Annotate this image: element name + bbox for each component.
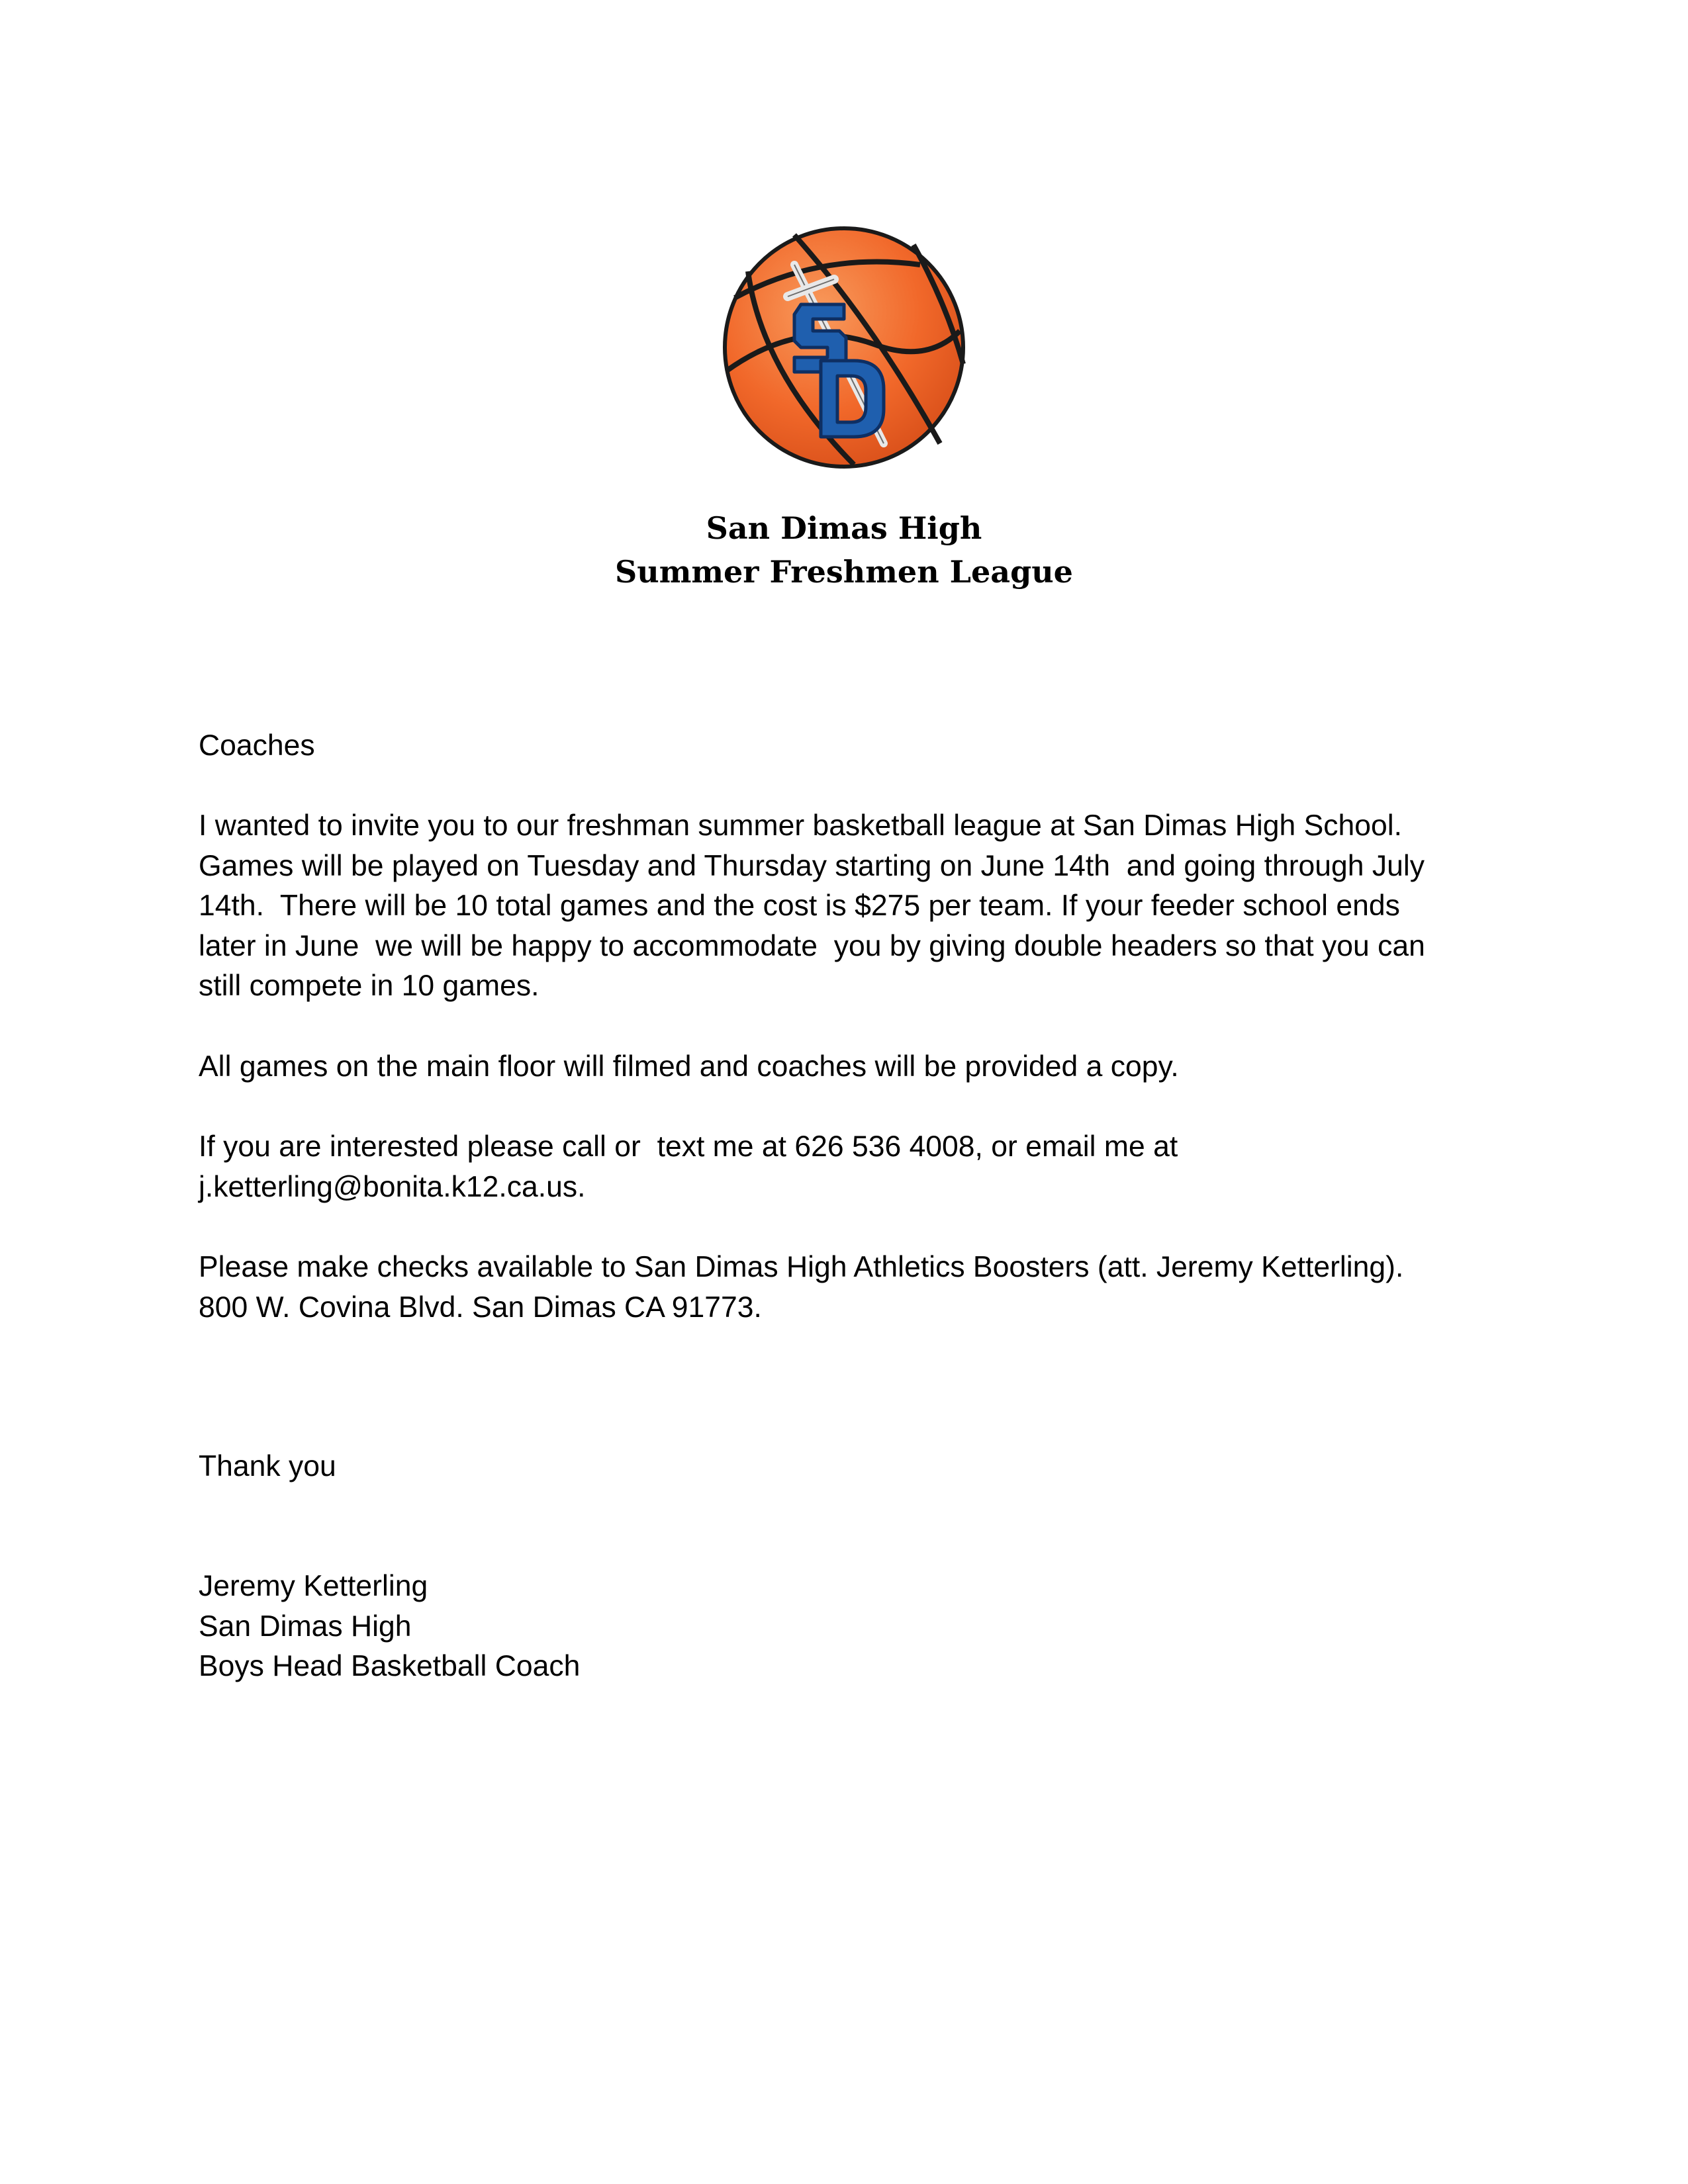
paragraph-invitation — [199, 806, 1489, 1007]
paragraph-contact — [199, 1127, 1489, 1207]
paragraph-line: All games on the main floor will filmed and coaches will be provided a copy. — [199, 1050, 1179, 1083]
paragraph-line: later in June we will be happy to accommodate you by giving double headers so that you can — [199, 929, 1425, 962]
paragraph-line: I wanted to invite you to our freshman summer basketball league at San Dimas High School. — [199, 809, 1403, 842]
closing — [199, 1447, 1489, 1487]
paragraph-payment — [199, 1248, 1489, 1328]
mailing-address: 800 W. Covina Blvd. San Dimas CA 91773. — [199, 1291, 762, 1324]
signature-block — [199, 1567, 1489, 1687]
salutation-text: Coaches — [199, 729, 315, 762]
paragraph-line: If you are interested please call or text me at 626 536 4008, or email me at — [199, 1130, 1178, 1163]
closing-text: Thank you — [199, 1450, 336, 1482]
paragraph-line: Games will be played on Tuesday and Thursday starting on June 14th and going through July — [199, 849, 1425, 882]
signature-role: Boys Head Basketball Coach — [199, 1650, 581, 1682]
email-address[interactable]: j.ketterling@bonita.k12.ca.us. — [199, 1170, 586, 1203]
title-school: San Dimas High — [706, 510, 982, 546]
letter-title — [0, 506, 1688, 594]
paragraph-line: Please make checks available to San Dimas High Athletics Boosters (att. Jeremy Ketterling). — [199, 1251, 1404, 1283]
title-league: Summer Freshmen League — [615, 554, 1073, 590]
paragraph-filming — [199, 1047, 1489, 1087]
paragraph-line: 14th. There will be 10 total games and the cost is $275 per team. If your feeder school ends — [199, 889, 1400, 922]
signature-name: Jeremy Ketterling — [199, 1570, 428, 1602]
salutation — [199, 726, 1489, 766]
paragraph-line: still compete in 10 games. — [199, 970, 539, 1002]
basketball-logo-icon — [722, 225, 966, 470]
signature-school: San Dimas High — [199, 1610, 412, 1643]
